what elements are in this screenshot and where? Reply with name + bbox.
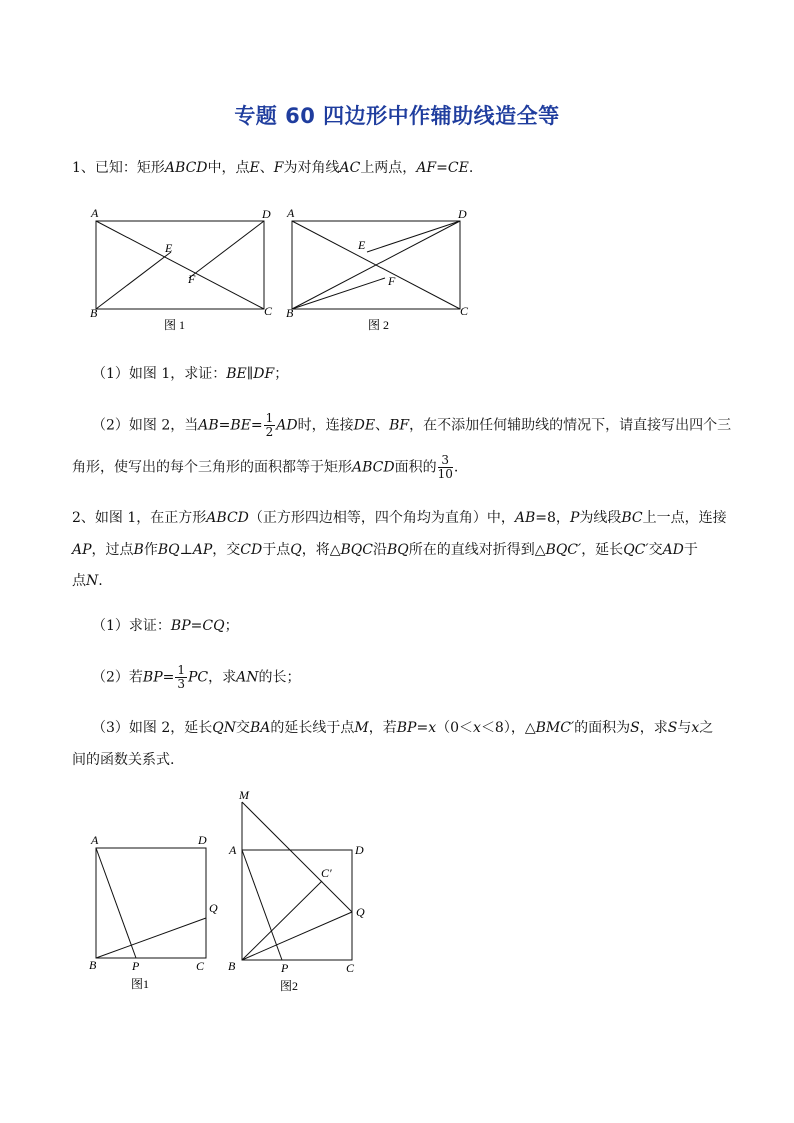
q1-part-1: （1）如图 1，求证：BE∥DF； [92,366,289,382]
q2-stem-line-3: 点N. [72,573,103,589]
label-d: D [458,207,467,221]
label-c: C [196,959,205,973]
square [96,848,206,958]
q2-part-1: （1）求证：BP=CQ； [92,618,239,634]
fraction-one-third: $\frac{1}{3}$ [177,663,186,691]
q2-part-3-line-2: 间的函数关系式. [72,752,175,768]
label-d: D [355,843,364,857]
label-q: Q [356,905,365,919]
segment-ed [367,221,460,252]
label-e: E [165,241,173,255]
segment-df [189,221,264,278]
label-f: F [188,272,196,286]
q1-figure-2 [284,205,484,335]
figure-caption: 图 2 [368,318,390,332]
label-b: B [286,306,294,320]
label-p: P [281,961,289,975]
fraction-one-half: $\frac{1}{2}$ [265,411,274,439]
label-c: C [460,304,469,318]
segment-bf [292,278,385,309]
label-b: B [90,306,98,320]
segment-bc-prime [242,881,322,960]
label-e: E [358,238,366,252]
diagonal-ac [96,221,264,309]
label-c: C [346,961,355,975]
segment-ap [242,850,282,960]
segment-be [96,252,171,309]
label-a: A [229,843,237,857]
figure-caption: 图2 [280,979,299,993]
label-b: B [228,959,236,973]
label-d: D [198,833,207,847]
segment-bq [242,912,352,960]
fraction-three-tenths: $\frac{3}{10}$ [437,453,453,481]
q2-stem-line-2: AP，过点B作BQ⊥AP，交CD于点Q，将△BQC沿BQ所在的直线对折得到△BQC′，延长QC′交AD于 [72,542,698,558]
label-q: Q [209,901,218,915]
label-a: A [287,206,295,220]
q2-figure-1 [88,830,223,995]
label-f: F [388,274,396,288]
q2-figure-2 [226,788,376,998]
segment-ap [96,848,136,958]
figure-caption: 图1 [131,977,150,991]
label-a: A [91,833,99,847]
label-p: P [132,959,140,973]
q2-part-3-line-1: （3）如图 2，延长QN交BA的延长线于点M，若BP=x（0＜x＜8），△BMC′的面积为S，求S与x之 [92,720,714,736]
page-title: 专题 60 四边形中作辅助线造全等 [234,104,560,128]
q1-stem: 1、已知：矩形ABCD中，点E、F为对角线AC上两点，AF=CE. [72,160,474,176]
figure-caption: 图 1 [164,318,186,332]
label-b: B [89,958,97,972]
q2-stem-line-1: 2、如图 1，在正方形ABCD（正方形四边相等，四个角均为直角）中，AB=8，P为线段BC上一点，连接 [72,510,727,526]
label-a: A [91,206,99,220]
q2-part-2: （2）若BP= $\frac{1}{3}$ PC，求AN的长； [92,663,301,691]
q1-part-2-line-1: （2）如图 2，当AB=BE= $\frac{1}{2}$ AD时，连接DE、BF，在不添加任何辅助线的情况下，请直接写出四个三 [92,411,732,439]
q1-part-2-line-2: 角形，使写出的每个三角形的面积都等于矩形ABCD面积的 $\frac{3}{10}$ . [72,453,459,481]
q1-figure-1 [88,205,288,335]
label-d: D [262,207,271,221]
segment-bq [96,918,206,958]
label-c-prime: C′ [321,866,332,880]
label-m: M [239,788,249,802]
label-c: C [264,304,273,318]
